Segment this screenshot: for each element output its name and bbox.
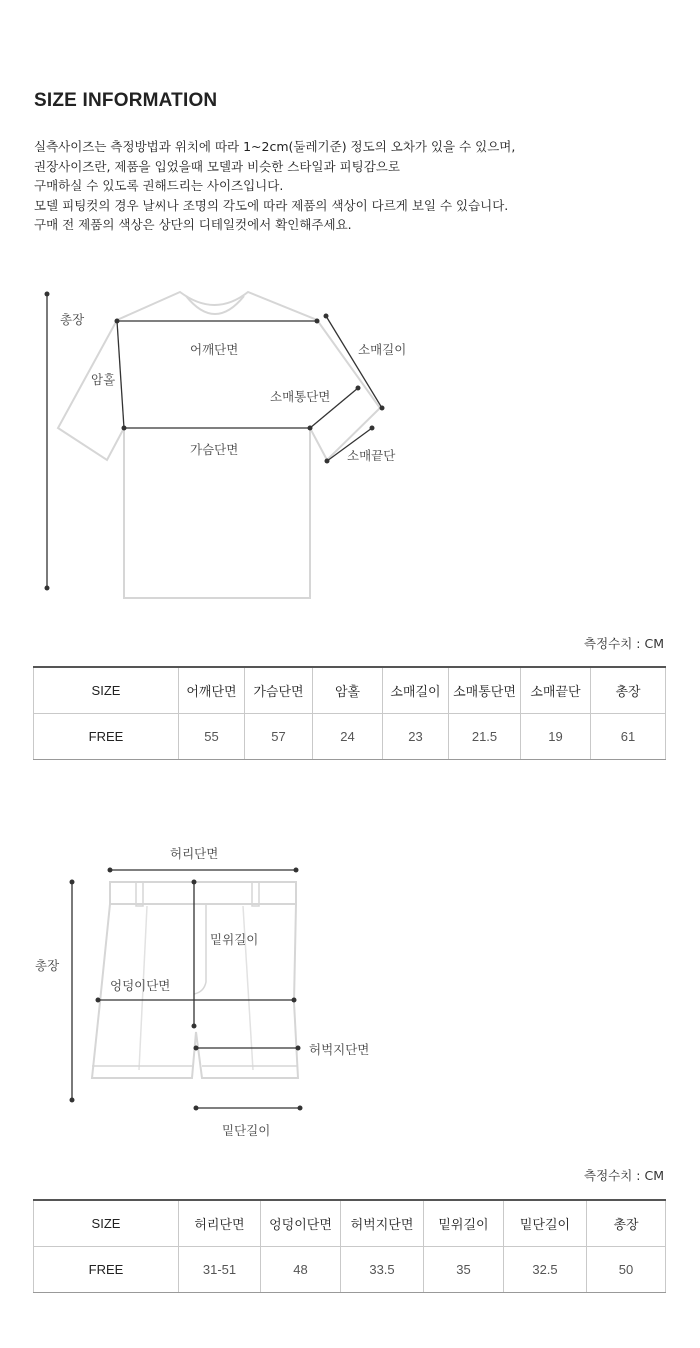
table-header: 허리단면 [179,1200,261,1247]
label-waist: 허리단면 [170,846,219,861]
label-chest: 가슴단면 [190,442,239,457]
tshirt-illustration [0,280,700,600]
table-row [34,714,666,760]
note-line: 모델 피팅컷의 경우 날씨나 조명의 각도에 따라 제품의 색상이 다르게 보일 수 있습니다. [34,197,509,213]
table-header: 소매통단면 [449,667,521,714]
table-header: 허벅지단면 [341,1200,424,1247]
table-header: 암홀 [313,667,383,714]
note-line: 구매하실 수 있도록 권해드리는 사이즈입니다. [34,178,284,194]
label-length: 총장 [35,958,60,973]
label-shoulder: 어깨단면 [190,342,239,357]
table-cell: 35 [424,1247,504,1293]
armhole-line [117,321,124,428]
label-hip: 엉덩이단면 [110,978,171,993]
table-cell: FREE [34,1247,179,1293]
table-cell: 19 [521,714,591,760]
page-title: SIZE INFORMATION [34,90,218,111]
size-notes [34,137,515,235]
note-line: 권장사이즈란, 제품을 입었을때 모델과 비슷한 스타일과 피팅감으로 [34,158,400,174]
label-hem: 밑단길이 [222,1123,271,1138]
table-header: SIZE [34,667,179,714]
unit-label-bottom: 측정수치 : CM [584,1168,664,1183]
fly-stitch [194,904,206,994]
sleeve-length-line [326,316,382,408]
table-header: 소매끝단 [521,667,591,714]
note-line: 실측사이즈는 측정방법과 위치에 따라 1~2cm(둘레기준) 정도의 오차가 있을 수 있으며, [34,139,516,154]
table-cell: 32.5 [504,1247,587,1293]
table-cell: 50 [587,1247,666,1293]
table-cell: 23 [383,714,449,760]
table-cell: 21.5 [449,714,521,760]
label-sleeve-length: 소매길이 [358,342,407,357]
table-header: 가슴단면 [245,667,313,714]
table-header: 총장 [591,667,666,714]
table-cell: 48 [261,1247,341,1293]
shorts-diagram [0,840,700,1140]
label-sleeve-hem: 소매끝단 [347,448,396,463]
table-header: 어깨단면 [179,667,245,714]
table-cell: 31-51 [179,1247,261,1293]
table-header-row [34,667,666,714]
label-thigh: 허벅지단면 [309,1042,370,1057]
table-header: SIZE [34,1200,179,1247]
tshirt-diagram [0,280,700,600]
unit-label-top: 측정수치 : CM [584,636,664,651]
belt-loop [252,882,259,906]
label-length: 총장 [60,312,85,327]
note-line: 구매 전 제품의 색상은 상단의 디테일컷에서 확인해주세요. [34,217,352,233]
table-cell: 57 [245,714,313,760]
table-header-row [34,1200,666,1247]
table-header: 밑위길이 [424,1200,504,1247]
table-header: 소매길이 [383,667,449,714]
label-rise: 밑위길이 [210,932,259,947]
bottom-size-table [33,1199,666,1293]
waistband [110,882,296,904]
label-sleeve-width: 소매통단면 [270,389,331,404]
table-header: 엉덩이단면 [261,1200,341,1247]
table-cell: 61 [591,714,666,760]
table-cell: 33.5 [341,1247,424,1293]
belt-loop [136,882,143,906]
table-row [34,1247,666,1293]
table-cell: FREE [34,714,179,760]
label-armhole: 암홀 [91,372,116,387]
shorts-illustration [0,840,700,1140]
top-size-table [33,666,666,760]
table-cell: 55 [179,714,245,760]
table-header: 총장 [587,1200,666,1247]
table-cell: 24 [313,714,383,760]
table-header: 밑단길이 [504,1200,587,1247]
